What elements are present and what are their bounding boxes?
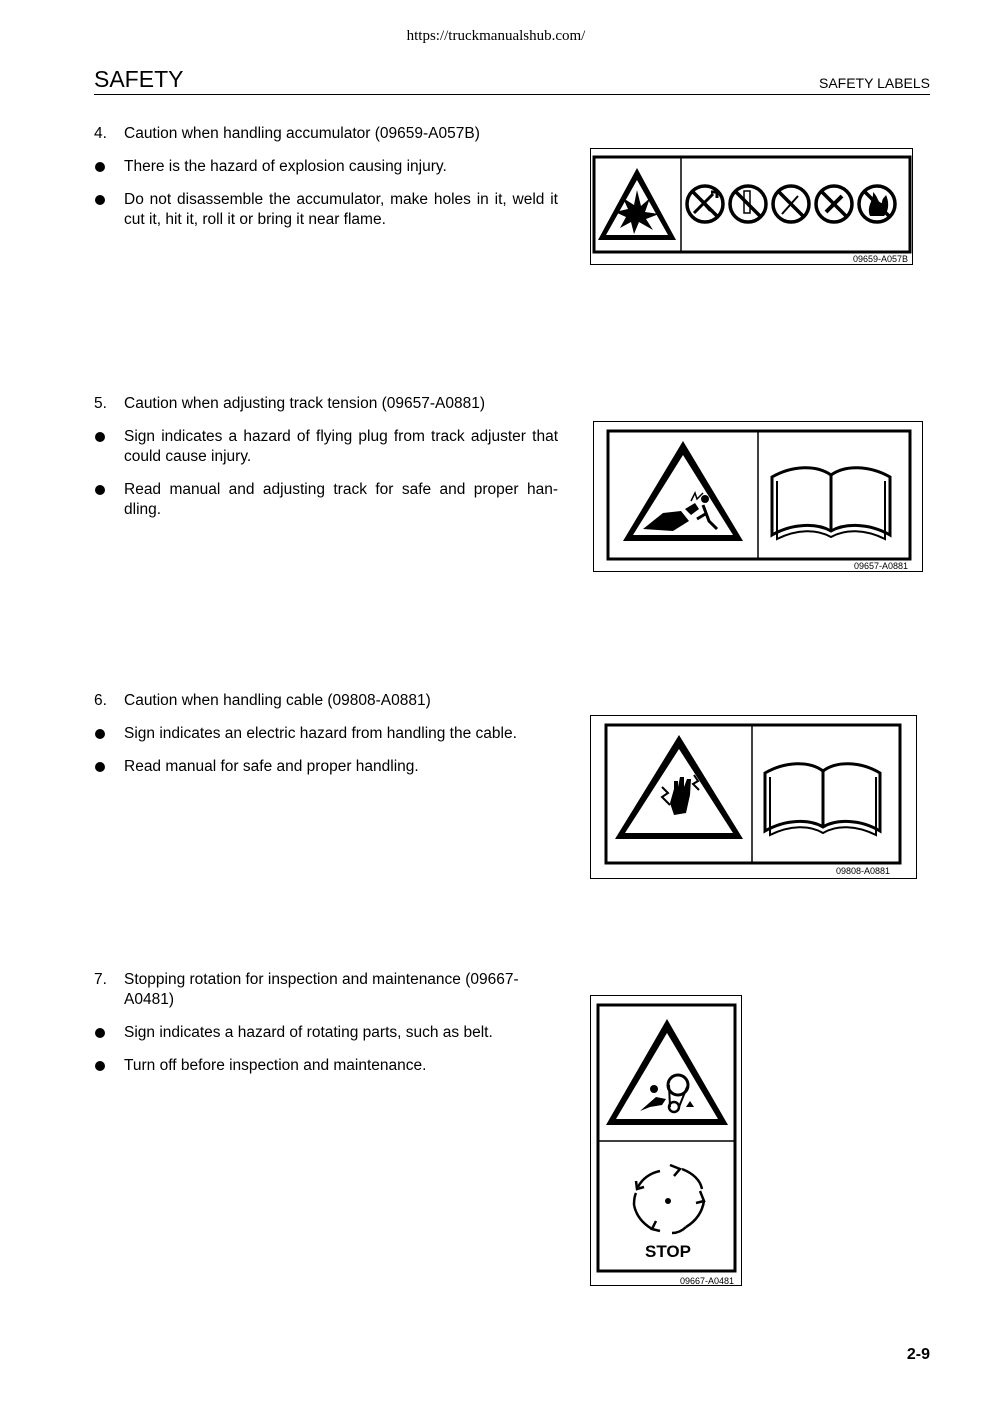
item-number: 7.	[94, 971, 107, 988]
item-stopping-rotation	[94, 970, 558, 1076]
bullet-text: Do not disassemble the accumulator, make holes in it, weld it cut it, hit it, roll it or bring it near flame.	[124, 191, 558, 228]
label-code: 09659-A057B	[852, 254, 908, 264]
bullet-item	[94, 1023, 558, 1043]
no-drill-icon	[730, 186, 766, 222]
bullet-text: Sign indicates a hazard of rotating parts, such as belt.	[124, 1024, 493, 1041]
label-stopping-rotation	[590, 995, 743, 1287]
bullet-text: Sign indicates a hazard of flying plug from track adjuster that could cause injury.	[124, 428, 558, 465]
bullet-item	[94, 480, 558, 520]
header-rule	[94, 94, 930, 95]
source-url: https://truckmanualshub.com/	[406, 28, 586, 44]
bullet-icon	[94, 724, 124, 744]
item-title: Caution when adjusting track tension (09657-A0881)	[124, 395, 486, 412]
item-number: 5.	[94, 395, 107, 412]
item-title: Caution when handling cable (09808-A0881)	[124, 692, 431, 709]
label-code: 09657-A0881	[853, 561, 908, 571]
bullet-text: Turn off before inspection and maintenance.	[124, 1057, 427, 1074]
label-cable	[590, 715, 918, 880]
no-tools-icon	[687, 186, 723, 222]
bullet-icon	[94, 480, 124, 520]
bullet-item	[94, 190, 558, 230]
bullet-text: Read manual and adjusting track for safe and proper han-dling.	[124, 481, 558, 518]
label-track-tension	[593, 421, 924, 573]
item-heading	[94, 970, 558, 1010]
no-hitting-icon	[816, 186, 852, 222]
item-heading	[94, 394, 558, 414]
bullet-text: Read manual for safe and proper handling.	[124, 758, 419, 775]
section-subtitle: SAFETY LABELS	[818, 75, 930, 91]
item-number: 6.	[94, 692, 107, 709]
bullet-icon	[94, 427, 124, 467]
bullet-icon	[94, 1023, 124, 1043]
item-accumulator	[94, 124, 558, 230]
bullet-icon	[94, 157, 124, 177]
label-code: 09808-A0881	[835, 866, 890, 876]
bullet-item	[94, 427, 558, 467]
bullet-text: Sign indicates an electric hazard from handling the cable.	[124, 725, 517, 742]
manual-book-icon	[765, 764, 880, 835]
manual-book-icon	[772, 468, 890, 539]
item-heading	[94, 124, 558, 144]
bullet-item	[94, 757, 558, 777]
bullet-item	[94, 157, 558, 177]
item-heading	[94, 691, 558, 711]
section-title: SAFETY	[94, 66, 184, 92]
bullet-item	[94, 1056, 558, 1076]
bullet-item	[94, 724, 558, 744]
item-title: Caution when handling accumulator (09659-A057B)	[124, 125, 480, 142]
no-flame-icon	[859, 186, 895, 222]
item-track-tension	[94, 394, 558, 520]
label-code: 09667-A0481	[679, 1276, 734, 1286]
bullet-icon	[94, 190, 124, 230]
no-welding-icon	[773, 186, 809, 222]
stop-text: STOP	[645, 1242, 691, 1261]
item-title: Stopping rotation for inspection and maintenance (09667-A0481)	[124, 971, 519, 1008]
page-number: 2-9	[906, 1346, 930, 1363]
item-cable	[94, 691, 558, 777]
bullet-icon	[94, 757, 124, 777]
bullet-icon	[94, 1056, 124, 1076]
label-accumulator	[590, 148, 914, 266]
item-number: 4.	[94, 125, 107, 142]
bullet-text: There is the hazard of explosion causing injury.	[124, 158, 447, 175]
